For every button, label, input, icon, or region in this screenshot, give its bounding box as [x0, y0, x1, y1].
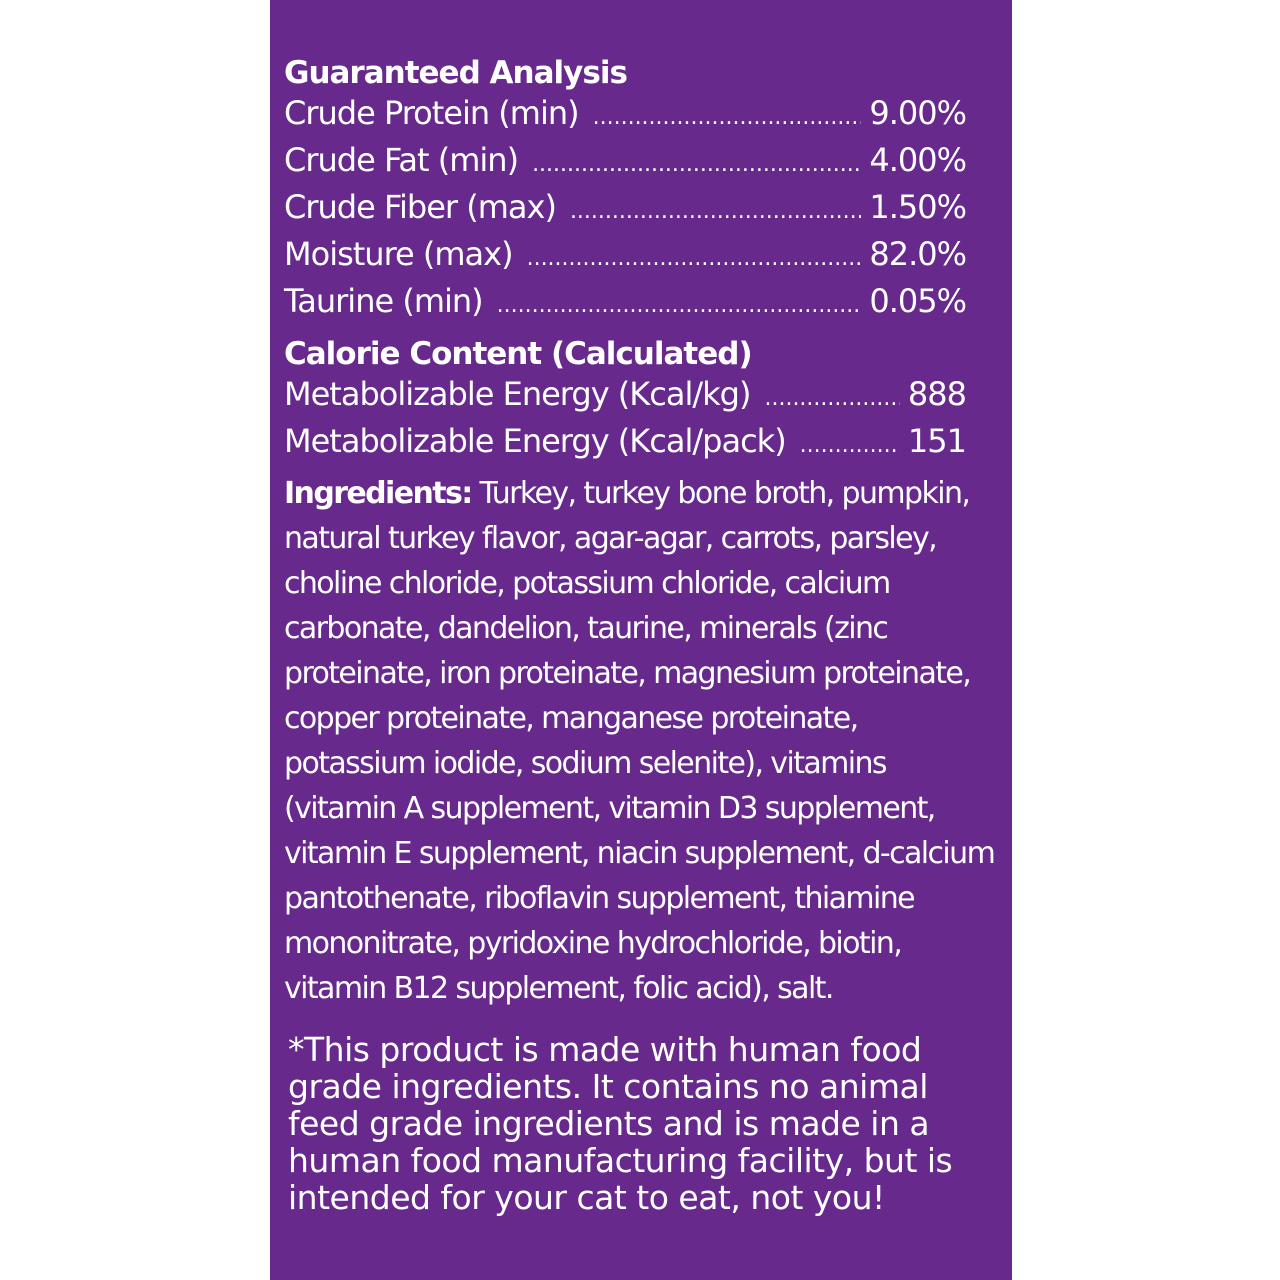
- calorie-row-name: Metabolizable Energy (Kcal/kg): [284, 375, 751, 413]
- dot-leader: [527, 238, 862, 280]
- analysis-row-name: Moisture (max): [284, 235, 513, 273]
- analysis-row-value: 82.0%: [869, 235, 966, 273]
- dot-leader: [497, 285, 862, 327]
- analysis-row-name: Taurine (min): [284, 282, 483, 320]
- section-spacer: [284, 327, 1000, 335]
- analysis-row-value: 0.05%: [869, 282, 966, 320]
- analysis-row-moisture: [284, 233, 966, 280]
- nutrition-label-content: [284, 54, 1000, 1216]
- analysis-row-name: Crude Protein (min): [284, 94, 579, 132]
- nutrition-label-panel: [270, 0, 1012, 1280]
- analysis-row-crude-protein: [284, 92, 966, 139]
- analysis-row-value: 4.00%: [869, 141, 966, 179]
- analysis-row-value: 9.00%: [869, 94, 966, 132]
- analysis-row-crude-fiber: [284, 186, 966, 233]
- analysis-row-name: Crude Fiber (max): [284, 188, 556, 226]
- dot-leader: [764, 378, 899, 420]
- calorie-row-value: 888: [907, 375, 966, 413]
- calorie-row-value: 151: [907, 422, 966, 460]
- calorie-row-kcal-kg: [284, 373, 966, 420]
- calorie-content-heading: Calorie Content (Calculated): [284, 336, 752, 372]
- calorie-row-kcal-pack: [284, 420, 966, 467]
- analysis-row-value: 1.50%: [869, 188, 966, 226]
- dot-leader: [532, 144, 861, 186]
- disclaimer-text: *This product is made with human food grade ingredients. It contains no animal feed grade ingredients and is made in a human food manufacturing facility, but is intended for your cat to eat, not you!: [288, 1030, 953, 1217]
- analysis-row-crude-fat: [284, 139, 966, 186]
- dot-leader: [593, 97, 862, 139]
- analysis-row-taurine: [284, 280, 966, 327]
- dot-leader: [570, 191, 861, 233]
- calorie-row-name: Metabolizable Energy (Kcal/pack): [284, 422, 786, 460]
- dot-leader: [800, 425, 900, 467]
- ingredients-label: Ingredients:: [284, 476, 472, 511]
- ingredients-block: [284, 471, 1000, 1011]
- guaranteed-analysis-heading: Guaranteed Analysis: [284, 55, 627, 91]
- analysis-row-name: Crude Fat (min): [284, 141, 519, 179]
- ingredients-text: Turkey, turkey bone broth, pumpkin, natural turkey flavor, agar-agar, carrots, parsley, choline chloride, potassium chloride, calcium carbonate, dandelion, taurine, minerals (zinc proteinate, iron proteinate, magnesium proteinate, copper proteinate, manganese proteinate, potassium iodide, sodium selenite), vitamins (vitamin A supplement, vitamin D3 supplement, vitamin E supplement, niacin supplement, d-calcium pantothenate, riboflavin supplement, thiamine mononitrate, pyridoxine hydrochloride, biotin, vitamin B12 supplement, folic acid), salt.: [284, 476, 995, 1006]
